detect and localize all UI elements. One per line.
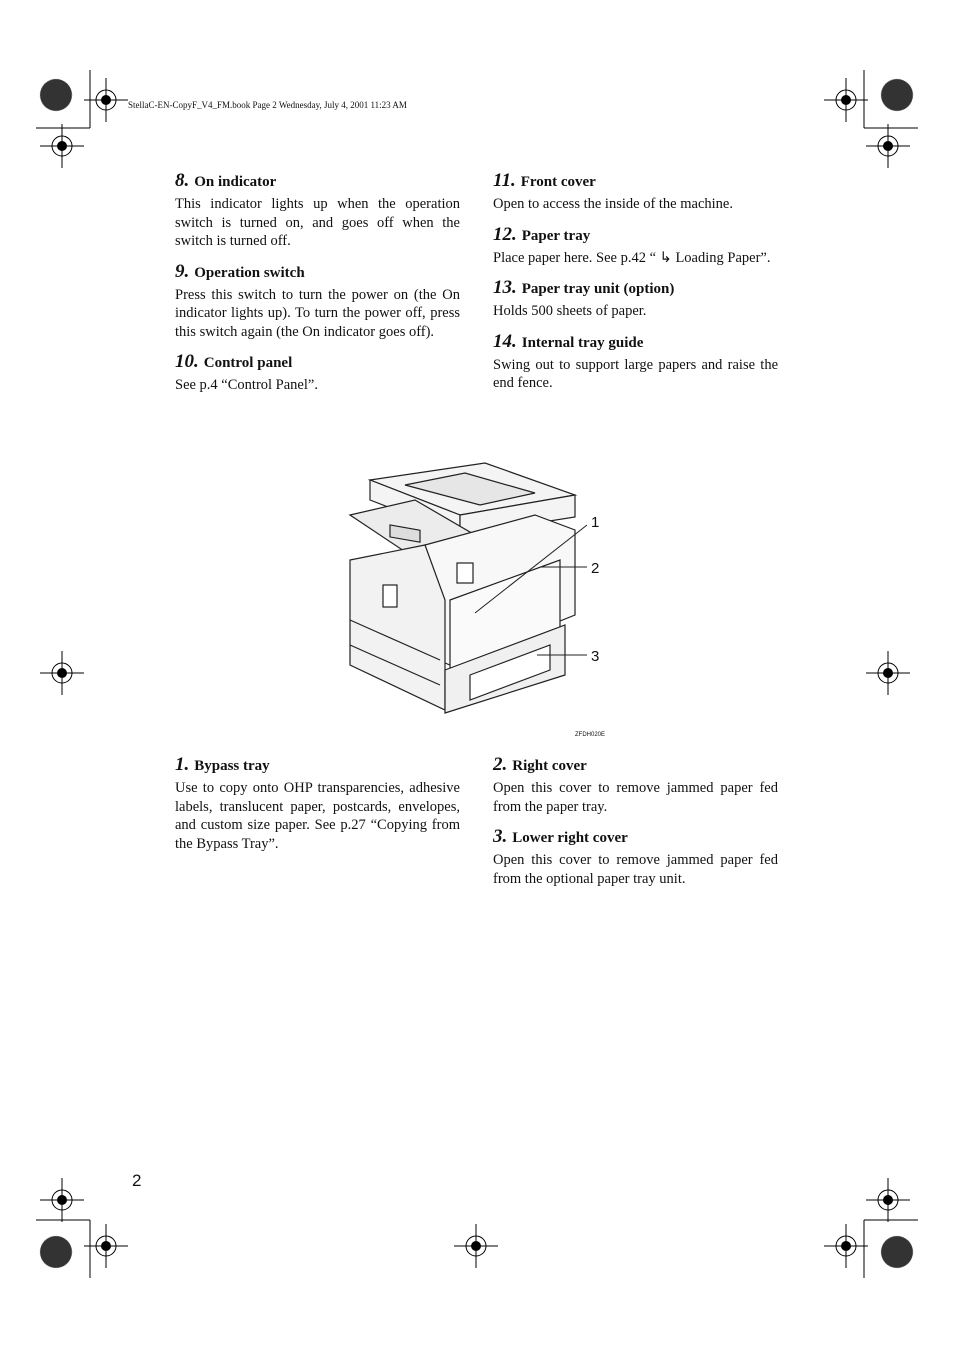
crosshair-icon <box>866 124 910 168</box>
item-description: Holds 500 sheets of paper. <box>493 303 647 319</box>
page-number: 2 <box>132 1171 142 1190</box>
item-description: See p.4 “Control Panel”. <box>175 377 318 393</box>
crosshair-icon <box>40 1178 84 1222</box>
item-description: This indicator lights up when the operation switch is turned on, and goes off when the switch is turned off. <box>175 196 460 249</box>
item-title: Front cover <box>520 174 596 190</box>
crosshair-icon <box>454 1224 498 1268</box>
item-number: 13. <box>493 277 517 298</box>
book-header-info: StellaC-EN-CopyF_V4_FM.book Page 2 Wednesday, July 4, 2001 11:23 AM <box>128 100 407 110</box>
registration-circle-icon <box>40 1236 72 1268</box>
crosshair-icon <box>40 124 84 168</box>
item-title: Operation switch <box>194 264 305 281</box>
item-number: 3. <box>493 826 508 847</box>
crosshair-icon <box>866 651 910 695</box>
item-description: Use to copy onto OHP transparencies, adhesive labels, translucent paper, postcards, envelopes, and custom size paper. See p.27 “Copying from the Bypass Tray”. <box>175 780 460 852</box>
item-title: Internal tray guide <box>521 334 644 351</box>
crosshair-icon <box>40 651 84 695</box>
item-description: Place paper here. See p.42 “ ↳ Loading Paper”. <box>493 249 771 266</box>
item-title: On indicator <box>194 174 277 190</box>
item-title: Paper tray <box>521 227 591 244</box>
item-title: Control panel <box>203 355 293 371</box>
item-title: Lower right cover <box>512 830 628 846</box>
item-number: 10. <box>175 351 199 372</box>
item-number: 1. <box>175 754 190 775</box>
item-number: 9. <box>175 260 190 282</box>
callout-label-2: 2 <box>591 560 600 577</box>
item-description: Press this switch to turn the power on (the On indicator lights up). To turn the power off, press this switch again (the On indicator goes off). <box>175 286 460 340</box>
registration-circle-icon <box>881 1236 913 1268</box>
crosshair-icon <box>84 1224 128 1268</box>
crosshair-icon <box>824 1224 868 1268</box>
item-number: 11. <box>493 170 516 191</box>
crosshair-icon <box>84 78 128 122</box>
item-title: Bypass tray <box>194 758 270 774</box>
figure-code: ZFDH020E <box>575 732 606 738</box>
callout-label-1: 1 <box>591 514 600 531</box>
item-description: Open this cover to remove jammed paper fed from the optional paper tray unit. <box>493 852 778 887</box>
item-title: Right cover <box>512 758 587 774</box>
item-title: Paper tray unit (option) <box>521 281 675 297</box>
registration-circle-icon <box>881 79 913 111</box>
item-number: 2. <box>493 754 508 775</box>
crosshair-icon <box>824 78 868 122</box>
item-description: Open this cover to remove jammed paper fed from the paper tray. <box>493 780 778 815</box>
item-description: Open to access the inside of the machine. <box>493 196 733 212</box>
registration-circle-icon <box>40 79 72 111</box>
item-number: 12. <box>493 223 517 245</box>
item-number: 8. <box>175 170 190 191</box>
callout-label-3: 3 <box>591 648 600 665</box>
item-description: Swing out to support large papers and raise the end fence. <box>493 356 778 391</box>
crosshair-icon <box>866 1178 910 1222</box>
item-number: 14. <box>493 330 517 352</box>
